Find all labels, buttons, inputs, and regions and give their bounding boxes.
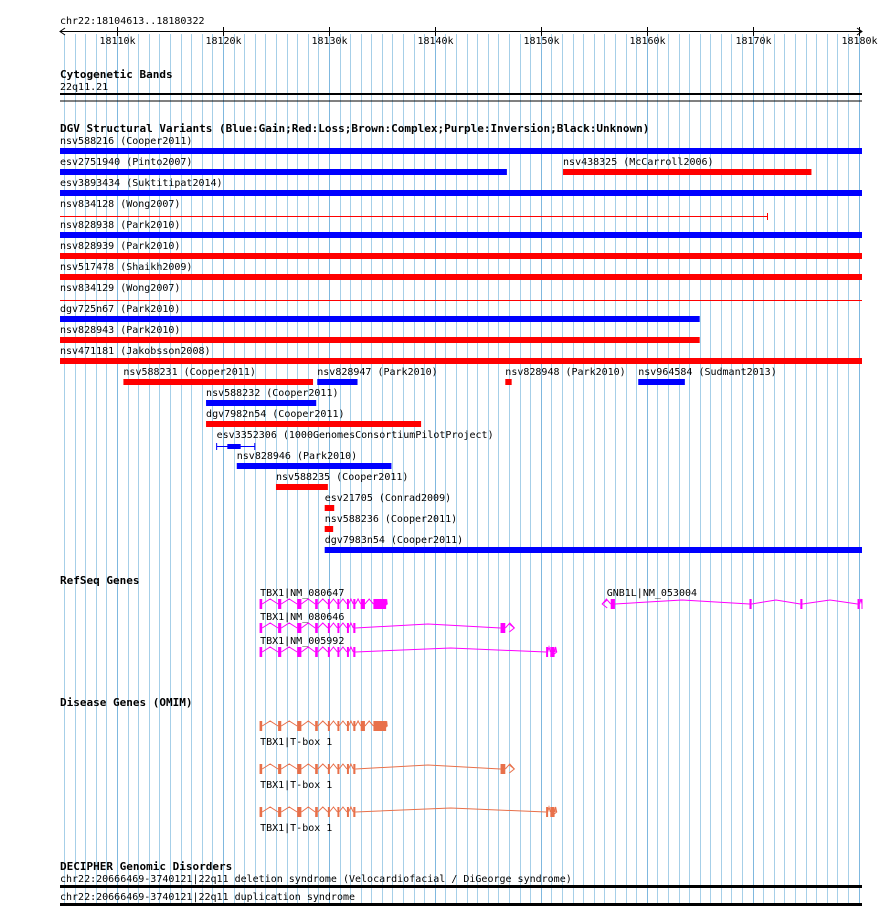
refseq-exon-bar[interactable] <box>297 623 301 633</box>
omim-features <box>260 721 557 834</box>
omim-exon-bar[interactable] <box>328 764 330 774</box>
dgv-variant-label: nsv828946 (Park2010) <box>236 451 358 462</box>
refseq-exon-intron <box>262 647 556 652</box>
cytoband-bar[interactable] <box>60 93 862 95</box>
dgv-variant-label: nsv588235 (Cooper2011) <box>275 472 409 483</box>
dgv-variant-label: dgv725n67 (Park2010) <box>60 304 181 315</box>
refseq-exon-bar[interactable] <box>347 599 349 609</box>
dgv-variant-bar[interactable] <box>60 190 862 196</box>
omim-gene-label: TBX1|T-box 1 <box>260 737 333 748</box>
refseq-exon-bar[interactable] <box>353 647 355 657</box>
dgv-variant-bar[interactable] <box>237 463 392 469</box>
dgv-variant-label: nsv828948 (Park2010) <box>505 367 626 378</box>
cytoband-label[interactable]: 22q11.21 <box>60 82 109 93</box>
dgv-variant-bar[interactable] <box>60 358 862 364</box>
refseq-exon-bar[interactable] <box>353 599 355 609</box>
dgv-track-title: DGV Structural Variants (Blue:Gain;Red:Loss;Brown:Complex;Purple:Inversion;Black:Unknown) <box>60 122 650 135</box>
dgv-variant-label: nsv964584 (Sudmant2013) <box>638 367 777 378</box>
refseq-exon-bar[interactable] <box>297 599 301 609</box>
dgv-variant-label: nsv588216 (Cooper2011) <box>60 136 193 147</box>
dgv-variant-label: nsv438325 (McCarroll2006) <box>563 157 714 168</box>
ruler-tick-label: 18180k <box>841 36 878 47</box>
refseq-gene-label: TBX1|NM_080647 <box>260 588 345 599</box>
dgv-variant-bar[interactable] <box>206 421 421 427</box>
omim-exon-bar[interactable] <box>361 721 365 731</box>
omim-exon-bar[interactable] <box>546 807 548 817</box>
dgv-variant-bar[interactable] <box>227 444 240 449</box>
ruler-tick-label: 18130k <box>311 36 348 47</box>
refseq-exon-bar[interactable] <box>347 647 349 657</box>
location-label: chr22:18104613..18180322 <box>60 16 205 27</box>
dgv-variant-label: nsv828947 (Park2010) <box>317 367 438 378</box>
dgv-variant-bar[interactable] <box>317 379 357 385</box>
ruler-tick-label: 18160k <box>629 36 666 47</box>
refseq-exon-intron <box>602 599 862 604</box>
dgv-variant-bar[interactable] <box>60 253 862 259</box>
dgv-variant-bar[interactable] <box>638 379 685 385</box>
dgv-variant-label: nsv588236 (Cooper2011) <box>324 514 458 525</box>
dgv-variant-bar[interactable] <box>60 337 700 343</box>
dgv-variant-label: esv21705 (Conrad2009) <box>324 493 452 504</box>
omim-exon-bar[interactable] <box>278 807 281 817</box>
omim-exon-bar[interactable] <box>373 721 386 731</box>
refseq-exon-bar[interactable] <box>315 599 318 609</box>
refseq-track <box>60 574 862 657</box>
omim-exon-bar[interactable] <box>315 764 318 774</box>
omim-exon-bar[interactable] <box>328 721 330 731</box>
dgv-track <box>60 122 862 553</box>
dgv-variant-bar[interactable] <box>60 274 862 280</box>
dgv-variant-label: nsv828938 (Park2010) <box>60 220 181 231</box>
dgv-variant-label: nsv517478 (Shaikh2009) <box>60 262 193 273</box>
refseq-exon-bar[interactable] <box>315 623 318 633</box>
dgv-variant-label: dgv7982n54 (Cooper2011) <box>206 409 345 420</box>
omim-exon-bar[interactable] <box>347 721 349 731</box>
omim-exon-bar[interactable] <box>347 764 349 774</box>
dgv-variant-bar[interactable] <box>276 484 328 490</box>
omim-exon-bar[interactable] <box>278 764 281 774</box>
omim-exon-bar[interactable] <box>297 721 301 731</box>
dgv-variant-bar[interactable] <box>325 547 862 553</box>
decipher-bar[interactable] <box>60 903 862 906</box>
refseq-gene-label: TBX1|NM_080646 <box>260 612 345 623</box>
decipher-bar[interactable] <box>60 885 862 888</box>
dgv-variant-label: nsv588232 (Cooper2011) <box>206 388 339 399</box>
omim-exon-bar[interactable] <box>501 764 506 774</box>
omim-exon-bar[interactable] <box>337 807 339 817</box>
refseq-exon-bar[interactable] <box>337 623 339 633</box>
omim-exon-bar[interactable] <box>353 764 355 774</box>
refseq-exon-bar[interactable] <box>328 623 330 633</box>
refseq-exon-bar[interactable] <box>278 647 281 657</box>
refseq-exon-bar[interactable] <box>373 599 386 609</box>
refseq-exon-bar[interactable] <box>361 599 365 609</box>
refseq-gene-label: TBX1|NM_005992 <box>260 636 345 647</box>
refseq-exon-bar[interactable] <box>337 647 339 657</box>
dgv-variant-label: nsv828939 (Park2010) <box>60 241 181 252</box>
refseq-exon-bar[interactable] <box>315 647 318 657</box>
decipher-item-label: chr22:20666469-3740121|22q11 duplication syndrome <box>60 892 356 903</box>
refseq-exon-bar[interactable] <box>278 599 281 609</box>
omim-gene-label: TBX1|T-box 1 <box>260 780 333 791</box>
ruler-tick-label: 18120k <box>205 36 242 47</box>
refseq-gene-label: GNB1L|NM_053004 <box>606 588 698 599</box>
cytoband-track <box>60 68 862 101</box>
dgv-variant-label: nsv834129 (Wong2007) <box>60 283 181 294</box>
ruler-tick-label: 18110k <box>99 36 136 47</box>
dgv-variant-label: dgv7983n54 (Cooper2011) <box>324 535 464 546</box>
dgv-variant-label: esv2751940 (Pinto2007) <box>60 157 193 168</box>
dgv-variant-label: esv3352306 (1000GenomesConsortiumPilotProject) <box>216 430 494 441</box>
dgv-variant-bar[interactable] <box>505 379 511 385</box>
decipher-item-label: chr22:20666469-3740121|22q11 deletion syndrome (Velocardiofacial / DiGeorge syndrome) <box>60 874 572 885</box>
omim-exon-bar[interactable] <box>297 807 301 817</box>
refseq-exon-bar[interactable] <box>749 599 751 609</box>
refseq-exon-bar[interactable] <box>328 599 330 609</box>
refseq-exon-bar[interactable] <box>501 623 506 633</box>
ruler-tick-label: 18140k <box>417 36 454 47</box>
omim-exon-bar[interactable] <box>337 721 339 731</box>
decipher-track-title: DECIPHER Genomic Disorders <box>60 860 233 873</box>
dgv-variant-bar[interactable] <box>123 379 313 385</box>
dgv-features <box>60 136 862 553</box>
omim-exon-bar[interactable] <box>328 807 330 817</box>
ruler-track <box>60 16 878 47</box>
omim-exon-bar[interactable] <box>353 807 355 817</box>
decipher-track <box>60 860 862 906</box>
omim-exon-bar[interactable] <box>347 807 349 817</box>
omim-exon-bar[interactable] <box>315 807 318 817</box>
dgv-variant-label: esv3893434 (Suktitipat2014) <box>60 178 223 189</box>
refseq-exon-bar[interactable] <box>347 623 349 633</box>
refseq-exon-bar[interactable] <box>328 647 330 657</box>
omim-exon-bar[interactable] <box>315 721 318 731</box>
dgv-variant-label: nsv828943 (Park2010) <box>60 325 181 336</box>
refseq-exon-bar[interactable] <box>546 647 548 657</box>
omim-exon-bar[interactable] <box>278 721 281 731</box>
dgv-variant-bar[interactable] <box>60 232 862 238</box>
refseq-exon-bar[interactable] <box>800 599 802 609</box>
refseq-exon-bar[interactable] <box>858 599 860 609</box>
refseq-exon-bar[interactable] <box>337 599 339 609</box>
omim-gene-label: TBX1|T-box 1 <box>260 823 333 834</box>
ruler-tick-label: 18150k <box>523 36 560 47</box>
ruler-tick-label: 18170k <box>735 36 772 47</box>
refseq-exon-bar[interactable] <box>611 599 615 609</box>
dgv-variant-label: nsv834128 (Wong2007) <box>60 199 181 210</box>
dgv-variant-bar[interactable] <box>60 148 862 154</box>
refseq-exon-bar[interactable] <box>353 623 355 633</box>
omim-exon-intron <box>262 807 556 812</box>
dgv-variant-bar[interactable] <box>60 316 700 322</box>
refseq-exon-bar[interactable] <box>278 623 281 633</box>
ruler <box>60 27 878 47</box>
dgv-variant-bar[interactable] <box>563 169 811 175</box>
omim-exon-bar[interactable] <box>353 721 355 731</box>
dgv-variant-bar[interactable] <box>206 400 316 406</box>
dgv-variant-bar[interactable] <box>325 505 335 511</box>
dgv-variant-label: nsv588231 (Cooper2011) <box>123 367 256 378</box>
dgv-variant-bar[interactable] <box>325 526 333 532</box>
cytoband-track-title: Cytogenetic Bands <box>60 68 173 81</box>
dgv-variant-label: nsv471181 (Jakobsson2008) <box>60 346 211 357</box>
refseq-track-title: RefSeq Genes <box>60 574 140 587</box>
refseq-exon-bar[interactable] <box>297 647 301 657</box>
dgv-variant-bar[interactable] <box>60 169 507 175</box>
omim-exon-bar[interactable] <box>337 764 339 774</box>
omim-track-title: Disease Genes (OMIM) <box>60 696 193 709</box>
omim-exon-bar[interactable] <box>297 764 301 774</box>
